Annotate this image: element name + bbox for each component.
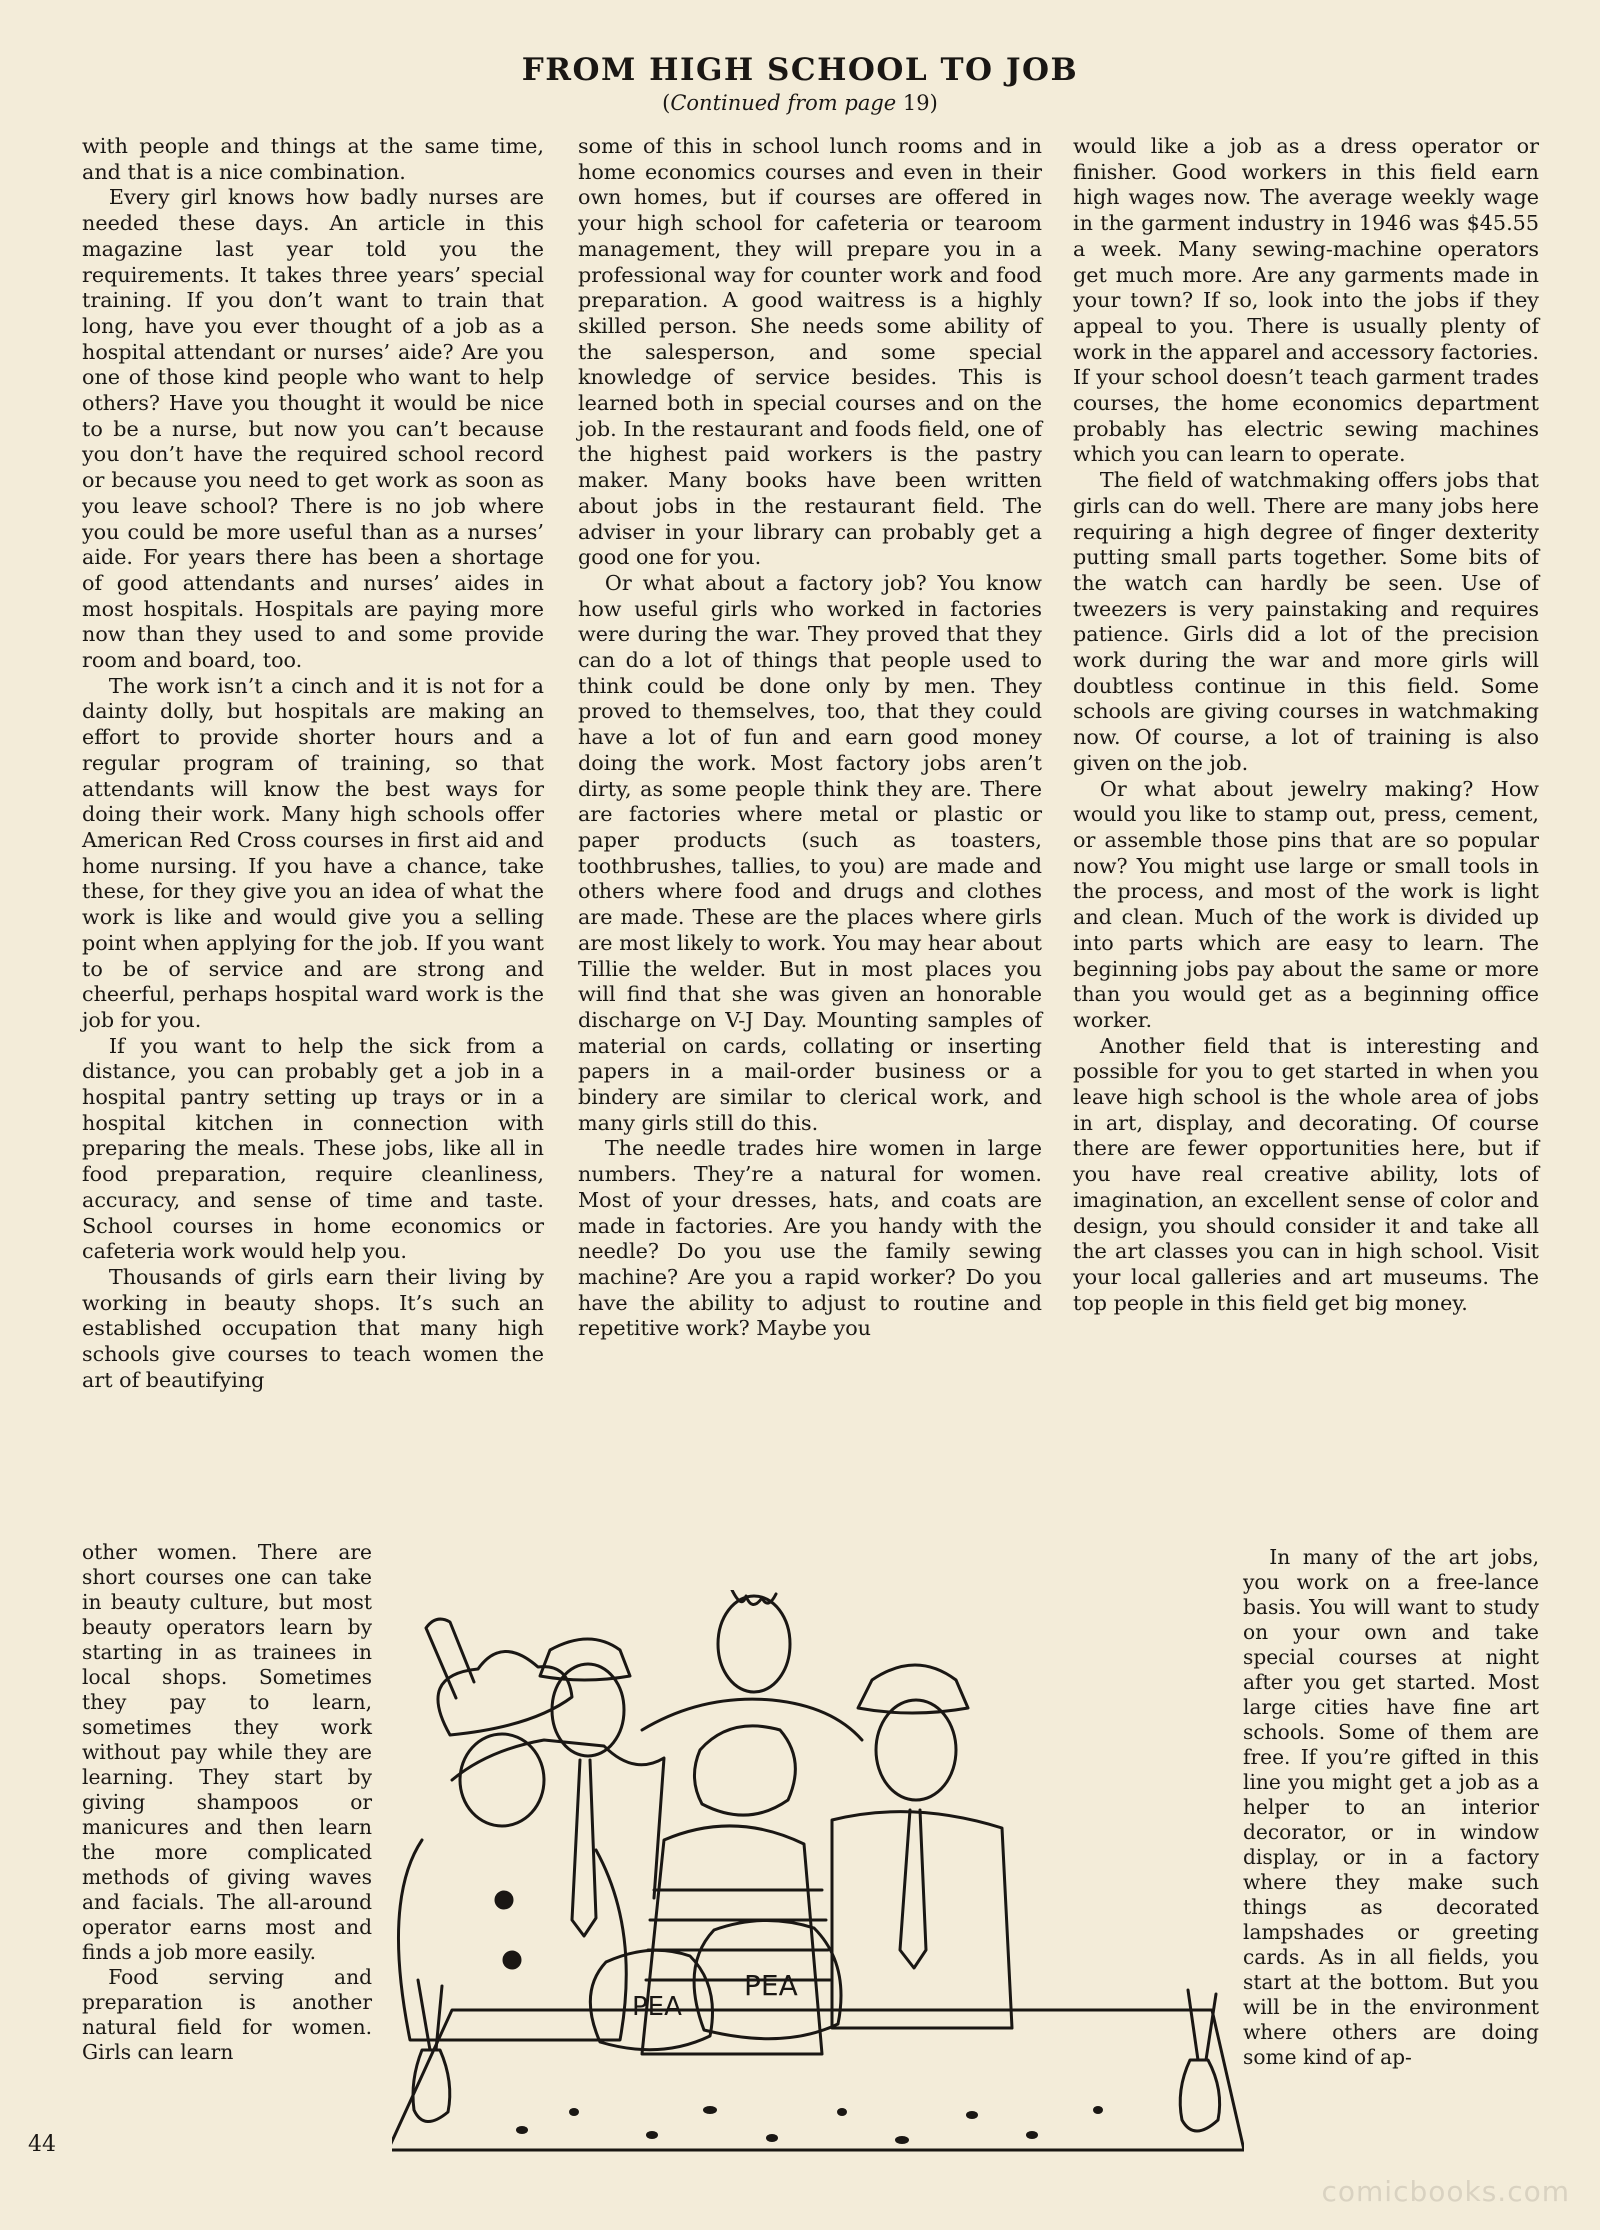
shoulders-back-center	[642, 1699, 862, 1740]
paragraph: Food serving and preparation is another natural field for women. Girls can learn	[82, 1965, 372, 2064]
text-column-3-continued	[1243, 1545, 1539, 2070]
article-header	[0, 52, 1600, 116]
continued-from-text: Continued from page	[670, 91, 897, 115]
hat-left	[540, 1639, 630, 1680]
bottle-right-straws	[1188, 1990, 1216, 2060]
peanut-shell	[1026, 2131, 1038, 2139]
paragraph: Thousands of girls earn their living by working in beauty shops. It’s such an established occupation that many high schools give courses to teach women the art of beautifying	[82, 1264, 544, 1392]
peanut-shell	[569, 2108, 579, 2116]
factory-workers-illustration	[392, 1590, 1244, 2190]
watermark: comicbooks.com	[1321, 2175, 1570, 2208]
face-chef	[460, 1734, 544, 1826]
paragraph: some of this in school lunch rooms and in home economics courses and even in their own homes, but if courses are offered in your high school for cafeteria or tearoom management, they will prepare you in a professional way for counter work and food preparation. A good waitress is a highly skilled person. She needs some ability of the salesperson, and some special knowledge of service besides. This is learned both in special courses and on the job. In the restaurant and foods field, one of the highest paid workers is the pastry maker. Many books have been written about jobs in the restaurant field. The adviser in your library can probably get a good one for you.	[578, 134, 1042, 570]
paragraph: Or what about jewelry making? How would you like to stamp out, press, cement, or assemble those pins that are so popular now? You might use large or small tools in the process, and most of the work is light and clean. Much of the work is divided up into parts which are easy to learn. The beginning jobs pay about the same or more than you would get as a beginning office worker.	[1073, 776, 1539, 1032]
hat-right	[858, 1665, 968, 1713]
body-hatted-left	[452, 1740, 664, 1898]
tie-left	[572, 1760, 596, 1936]
paragraph: The needle trades hire women in large numbers. They’re a natural for women. Most of your dresses, hats, and coats are made in factories. Are you handy with the needle? Do you use the family sewing machine? Are you a rapid worker? Do you have the ability to adjust to routine and repetitive work? Maybe you	[578, 1136, 1042, 1341]
text-column-1	[82, 134, 544, 1393]
peanut-shell	[837, 2108, 847, 2116]
paragraph: would like a job as a dress operator or finisher. Good workers in this field earn high wages now. The average weekly wage in the garment industry in 1946 was $45.55 a week. Many sewing-machine operators get much more. Are any garments made in your town? If so, look into the jobs if they appeal to you. There is usually plenty of work in the apparel and accessory factories. If your school doesn’t teach garment trades courses, the home economics department probably has electric sewing machines which you can learn to operate.	[1073, 134, 1539, 467]
chef-button	[504, 1952, 520, 1968]
chef-button	[496, 1892, 512, 1908]
peanut-shell	[766, 2134, 778, 2142]
face-hatted-right	[876, 1700, 956, 1800]
peanut-shells	[516, 2106, 1103, 2144]
face-striped-center	[694, 1726, 795, 1815]
article-title: FROM HIGH SCHOOL TO JOB	[521, 52, 1079, 88]
peanut-shell	[895, 2136, 909, 2144]
peanut-shell	[1093, 2106, 1103, 2114]
bottle-right	[1180, 2060, 1219, 2131]
text-column-3	[1073, 134, 1539, 1316]
peanut-shell	[703, 2106, 717, 2114]
paragraph: The work isn’t a cinch and it is not for a dainty dolly, but hospitals are making an effort to provide shorter hours and a regular program of training, so that attendants will know the best ways for doing their work. Many high schools offer American Red Cross courses in first aid and home nursing. If you have a chance, take these, for they give you an idea of what the work is like and would give you a selling point when applying for the job. If you want to be of service and are strong and cheerful, perhaps hospital ward work is the job for you.	[82, 673, 544, 1032]
paragraph: Another field that is interesting and possible for you to get started in when you leave high school is the whole area of jobs in art, display, and decorating. Of course there are fewer opportunities here, but if you have real creative ability, lots of imagination, an excellent sense of color and design, you should consider it and take all the art classes you can in high school. Visit your local galleries and art museums. The top people in this field get big money.	[1073, 1033, 1539, 1315]
peanut-shell	[646, 2131, 658, 2139]
paragraph: Every girl knows how badly nurses are needed these days. An article in this magazine last year told you the requirements. It takes three years’ special training. If you don’t want to train that long, have you ever thought of a job as a hospital attendant or nurses’ aide? Are you one of those kind people who want to help others? Have you thought it would be nice to be a nurse, but now you can’t because you don’t have the required school record or because you need to get work as soon as you leave school? There is no job where you could be more useful than as a nurses’ aide. For years there has been a shortage of good attendants and nurses’ aides in most hospitals. Hospitals are paying more now than they used to and some provide room and board, too.	[82, 185, 544, 673]
paragraph: The field of watchmaking offers jobs that girls can do well. There are many jobs here requiring a high degree of finger dexterity putting small parts together. Some bits of the watch can hardly be seen. Use of tweezers is very painstaking and requires patience. Girls did a lot of the precision work during the war and more girls will doubtless continue in this field. Some schools are giving courses in watchmaking now. Of course, a lot of training is also given on the job.	[1073, 468, 1539, 775]
peanut-shell	[966, 2111, 978, 2119]
text-column-1-continued	[82, 1540, 372, 2065]
text-column-2	[578, 134, 1042, 1342]
paragraph: In many of the art jobs, you work on a free-lance basis. You will want to study on your own and take special courses at night after you get started. Most large cities have fine art schools. Some of them are free. If you’re gifted in this line you might get a job as a helper to an interior decorator, or in window display, or in a factory where they make such things as decorated lampshades or greeting cards. As in all fields, you start at the bottom. But you will be in the environment where others are doing some kind of ap-	[1243, 1545, 1539, 2069]
paragraph: other women. There are short courses one can take in beauty culture, but most beauty operators learn by starting in as trainees in local shops. Sometimes they pay to learn, sometimes they work without pay while they are learning. They start by giving shampoos or manicures and then learn the more complicated methods of giving waves and facials. The all-around operator earns most and finds a job more easily.	[82, 1540, 372, 1964]
paragraph: Or what about a factory job? You know how useful girls who worked in factories were during the war. They proved that they can do a lot of things that people used to think could be done only by men. They proved to themselves, too, that they could have a lot of fun and earn good money doing the work. Most factory jobs aren’t dirty, as some people think they are. There are factories where metal or plastic or paper products (such as toasters, toothbrushes, tallies, to you) are made and others where food and drugs and clothes are made. These are the places where girls are most likely to work. You may hear about Tillie the welder. But in most places you will find that she was given an honorable discharge on V-J Day. Mounting samples of material on cards, collating or inserting papers in a mail-order business or a bindery are similar to clerical work, and many girls still do this.	[578, 570, 1042, 1135]
bag-label-right: PEA	[744, 1969, 798, 2002]
face-back-center	[718, 1596, 790, 1692]
peanut-shell	[516, 2126, 528, 2134]
paragraph: with people and things at the same time, and that is a nice combination.	[82, 134, 544, 184]
continued-close-paren: )	[929, 91, 938, 115]
paragraph: If you want to help the sick from a distance, you can probably get a job in a hospital pantry setting up trays or in a hospital kitchen in connection with preparing the meals. These jobs, like all in food preparation, require cleanliness, accuracy, and sense of time and taste. School courses in home economics or cafeteria work would help you.	[82, 1033, 544, 1264]
continued-note	[0, 90, 1600, 116]
continued-page-number: 19	[902, 91, 930, 115]
page-number: 44	[28, 2132, 56, 2157]
bag-label-left: PEA	[632, 1992, 682, 2022]
continued-open-paren: (	[662, 91, 671, 115]
tie-right	[900, 1810, 926, 1968]
raised-arm	[426, 1619, 474, 1698]
